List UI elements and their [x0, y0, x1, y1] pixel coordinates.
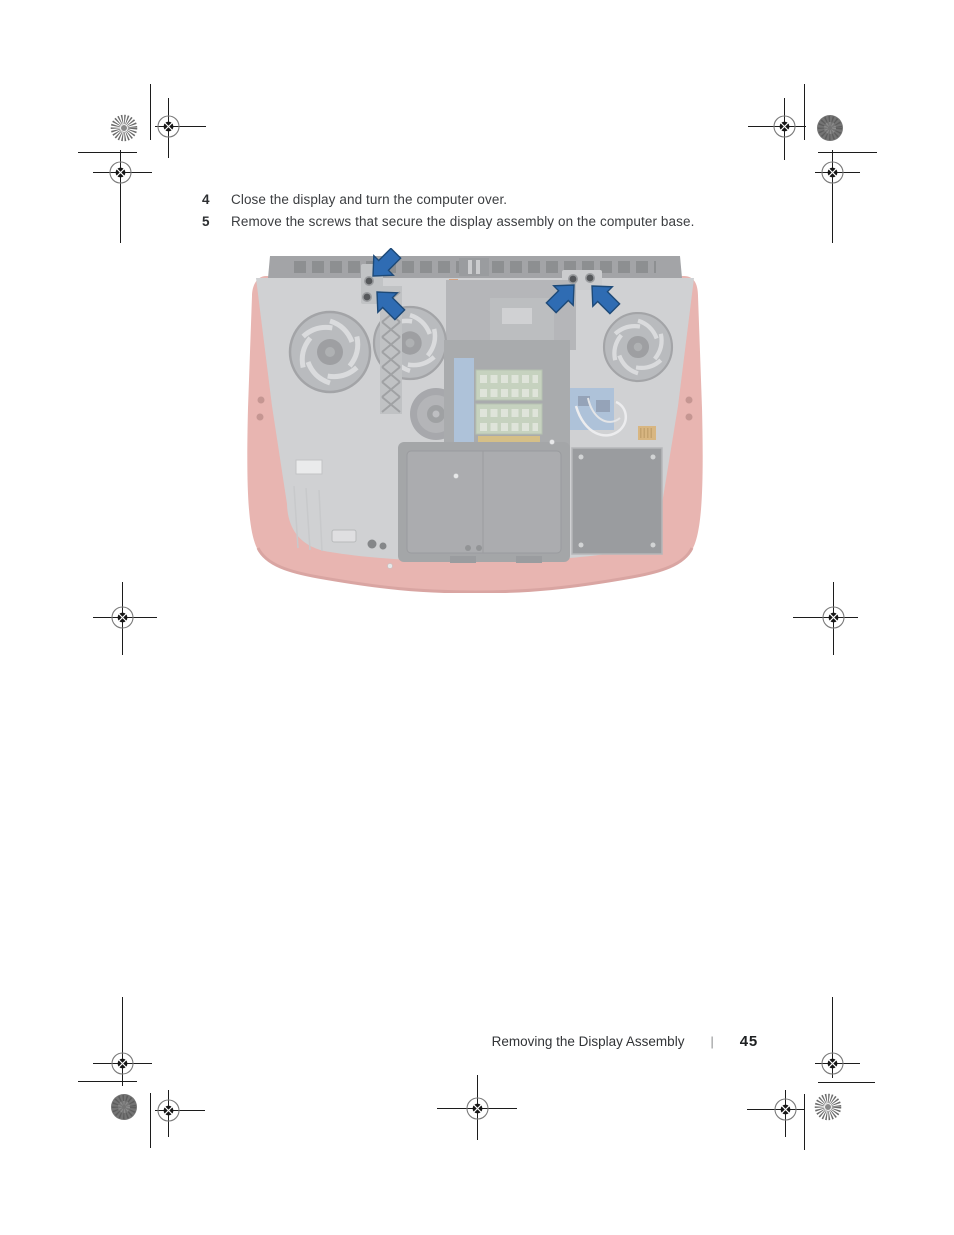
footer-section-title: Removing the Display Assembly [491, 1034, 685, 1049]
footer-separator: | [710, 1035, 714, 1049]
crop-lines [78, 84, 877, 1150]
memory-modules [444, 340, 570, 452]
sunburst-dot-bottom-right [820, 1099, 837, 1116]
figure-computer-base [240, 248, 710, 593]
screw-4 [585, 273, 595, 283]
hard-drive [572, 448, 662, 554]
screw-1 [364, 276, 374, 286]
step-text: Remove the screws that secure the display assembly on the computer base. [231, 214, 695, 229]
step-5 [202, 214, 694, 229]
sunburst-dot-top-left [116, 120, 133, 137]
screw-3 [568, 274, 578, 284]
instruction-steps [202, 192, 694, 236]
battery-bay [398, 442, 570, 563]
step-number: 5 [202, 214, 210, 229]
screw-2 [362, 292, 372, 302]
step-4 [202, 192, 694, 207]
right-fan [604, 313, 672, 381]
left-fan [290, 312, 370, 392]
faded-photo [247, 256, 702, 593]
grain-dot-bottom-left [111, 1094, 137, 1120]
grain-dot-top-right [817, 115, 843, 141]
step-number: 4 [202, 192, 210, 207]
step-text: Close the display and turn the computer over. [231, 192, 508, 207]
page-footer [0, 1033, 758, 1050]
footer-page-number: 45 [739, 1033, 758, 1050]
computer-base-illustration [240, 248, 710, 593]
